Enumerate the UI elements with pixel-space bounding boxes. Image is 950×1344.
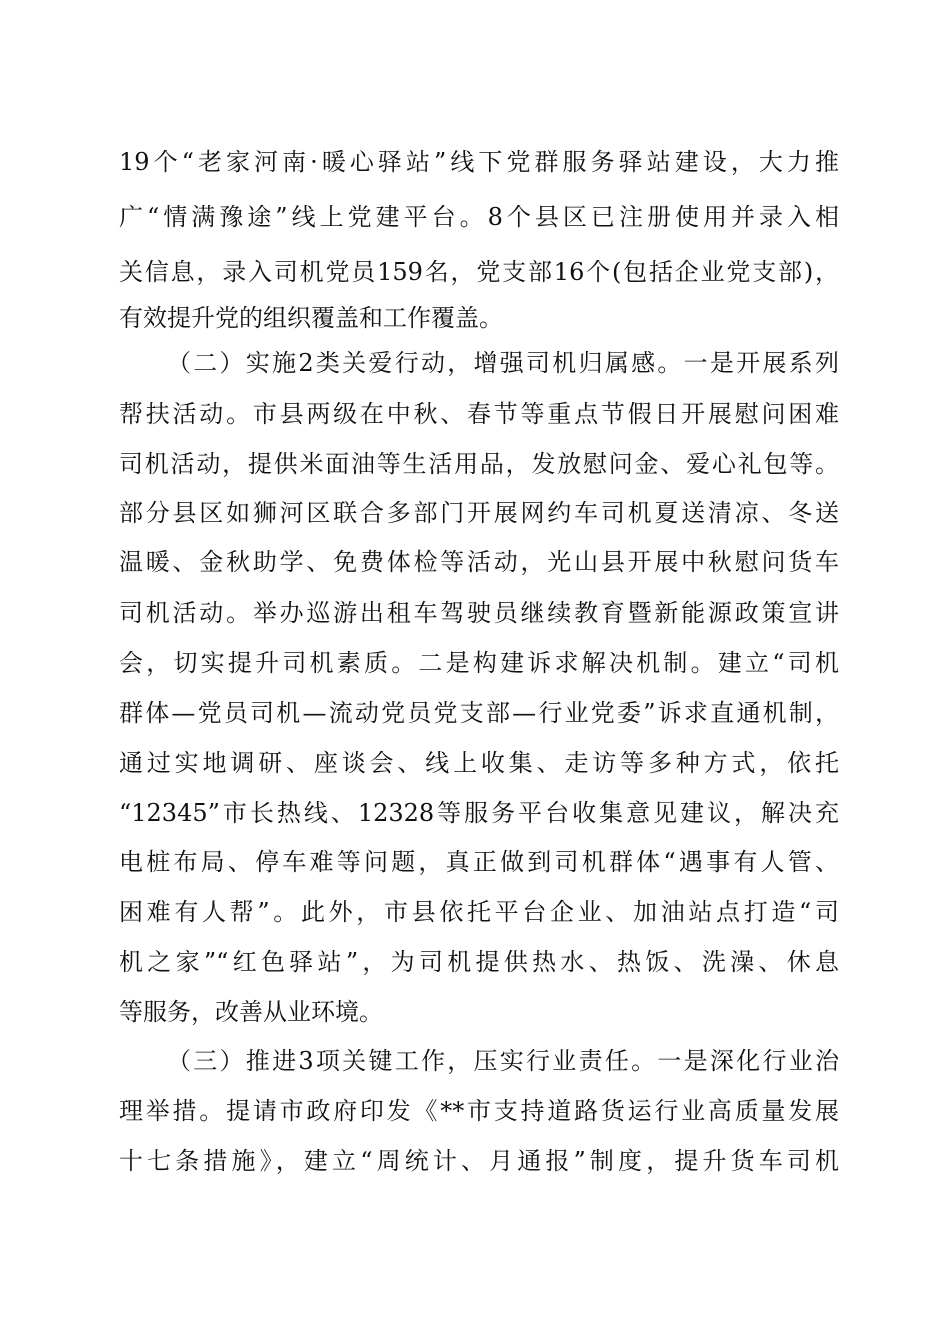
text-line: 困难有人帮”。此外，市县依托平台企业、加油站点打造“司 (119, 898, 839, 926)
text-line: 帮扶活动。市县两级在中秋、春节等重点节假日开展慰问困难 (119, 400, 839, 428)
text-line: 会，切实提升司机素质。二是构建诉求解决机制。建立“司机 (119, 649, 839, 677)
text-line: 等服务，改善从业环境。 (119, 998, 383, 1026)
text-line: 部分县区如狮河区联合多部门开展网约车司机夏送清凉、冬送 (119, 499, 839, 527)
text-line: 温暖、金秋助学、免费体检等活动，光山县开展中秋慰问货车 (119, 548, 839, 576)
section-heading-line: （三）推进3项关键工作，压实行业责任。一是深化行业治 (167, 1047, 839, 1075)
text-line: 群体—党员司机—流动党员党支部—行业党委”诉求直通机制， (119, 699, 839, 727)
text-line: 有效提升党的组织覆盖和工作覆盖。 (119, 304, 503, 332)
section-heading-line: （二）实施2类关爱行动，增强司机归属感。一是开展系列 (167, 349, 839, 377)
text-line: 电桩布局、停车难等问题，真正做到司机群体“遇事有人管、 (119, 848, 839, 876)
text-line: 机之家”“红色驿站”，为司机提供热水、热饭、洗澡、休息 (119, 948, 839, 976)
text-line: 通过实地调研、座谈会、线上收集、走访等多种方式，依托 (119, 749, 839, 777)
text-line: “12345”市长热线、12328等服务平台收集意见建议，解决充 (119, 799, 839, 827)
text-line: 司机活动。举办巡游出租车驾驶员继续教育暨新能源政策宣讲 (119, 599, 839, 627)
text-line: 关信息，录入司机党员159名，党支部16个(包括企业党支部)， (119, 258, 839, 286)
text-line: 19个“老家河南·暖心驿站”线下党群服务驿站建设，大力推 (119, 148, 839, 176)
text-line: 司机活动，提供米面油等生活用品，发放慰问金、爱心礼包等。 (119, 450, 839, 478)
text-line: 理举措。提请市政府印发《**市支持道路货运行业高质量发展 (119, 1097, 839, 1125)
text-line: 十七条措施》，建立“周统计、月通报”制度，提升货车司机 (119, 1147, 839, 1175)
text-line: 广“情满豫途”线上党建平台。8个县区已注册使用并录入相 (119, 203, 839, 231)
